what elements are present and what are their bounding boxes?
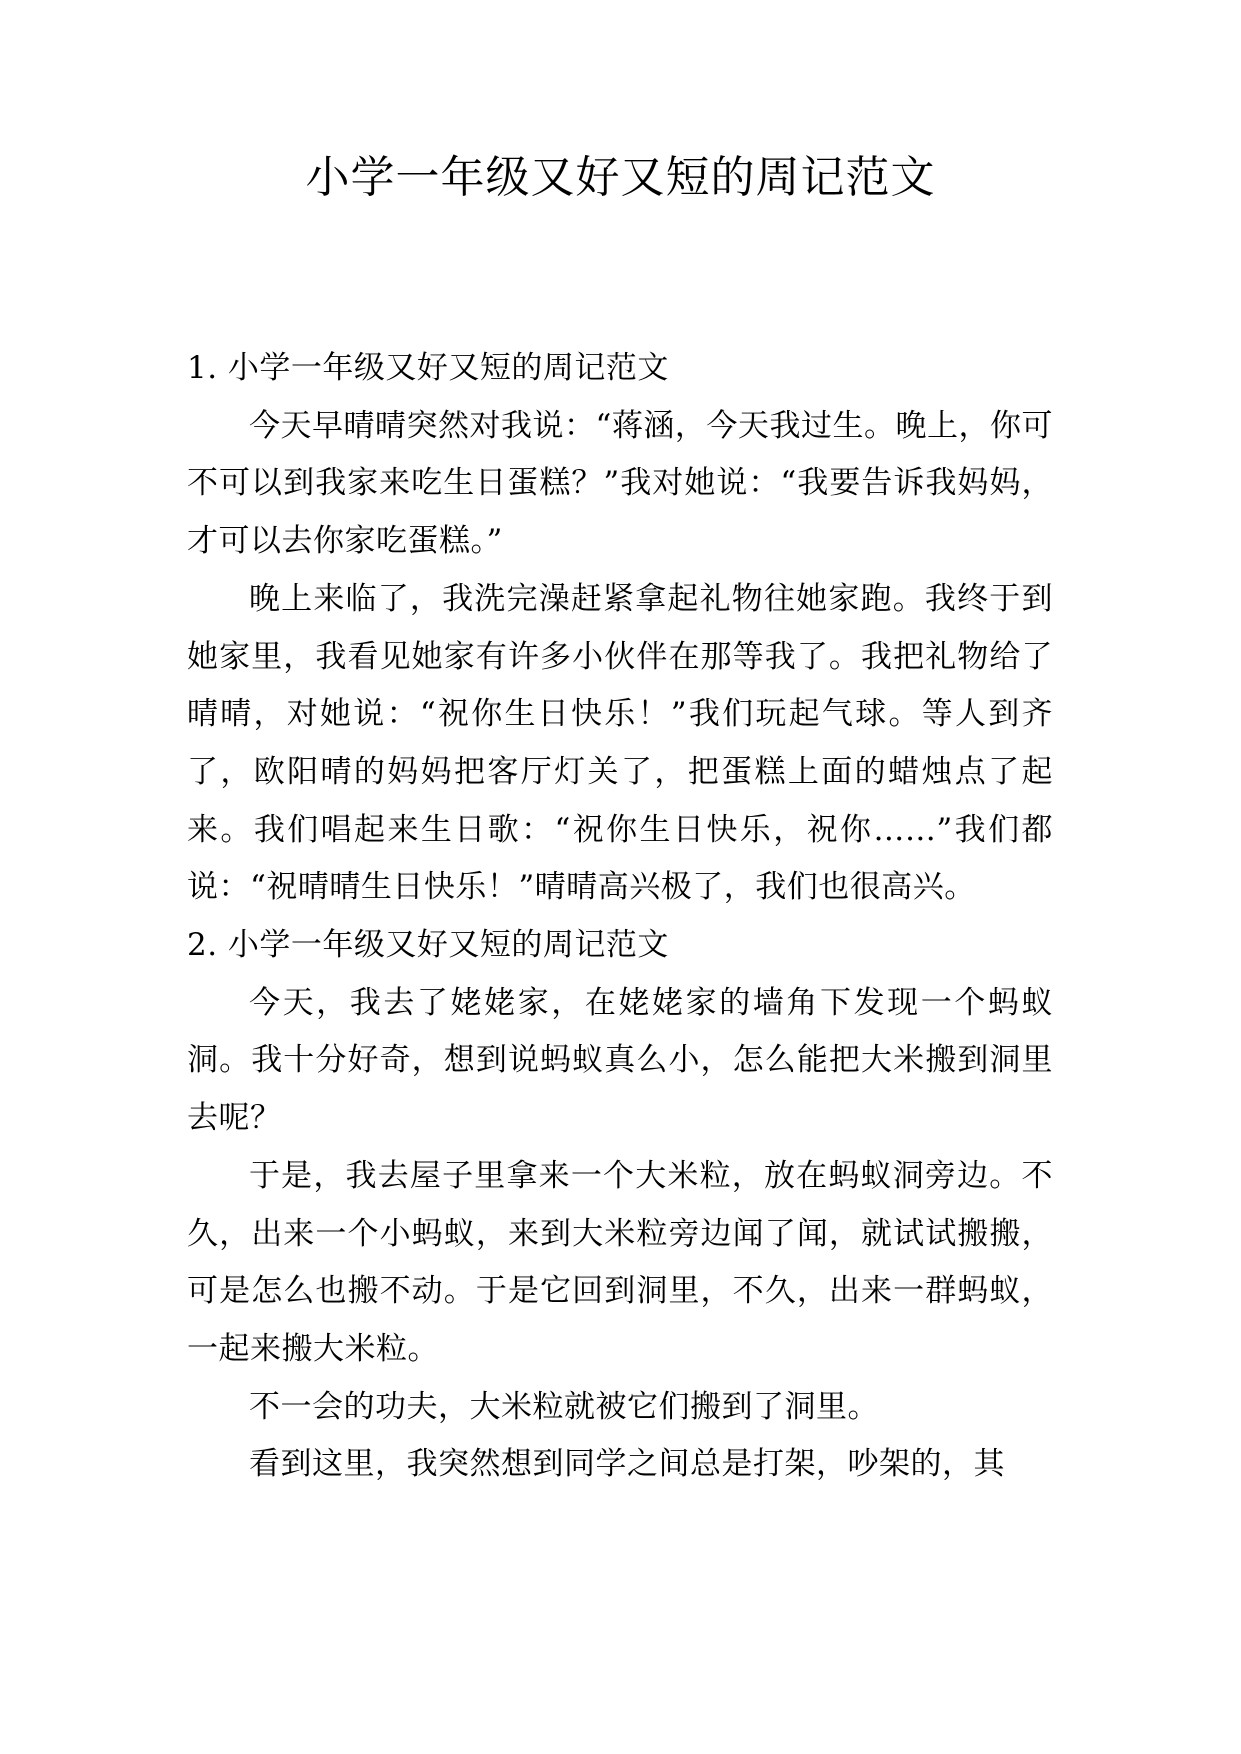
paragraph: 今天早晴晴突然对我说：“蒋涵，今天我过生。晚上，你可不可以到我家来吃生日蛋糕？”我对她说：“我要告诉我妈妈，才可以去你家吃蛋糕。” xyxy=(187,407,1053,560)
section-heading-2: 2. 小学一年级又好又短的周记范文 xyxy=(187,927,669,964)
paragraph: 今天，我去了姥姥家，在姥姥家的墙角下发现一个蚂蚁洞。我十分好奇，想到说蚂蚁真么小，怎么能把大米搬到洞里去呢？ xyxy=(187,984,1053,1137)
document-body xyxy=(187,340,1053,1494)
section-heading-1: 1. 小学一年级又好又短的周记范文 xyxy=(187,350,669,386)
paragraph: 不一会的功夫，大米粒就被它们搬到了洞里。 xyxy=(249,1388,879,1425)
paragraph: 于是，我去屋子里拿来一个大米粒，放在蚂蚁洞旁边。不久，出来一个小蚂蚁，来到大米粒旁边闻了闻，就试试搬搬，可是怎么也搬不动。于是它回到洞里，不久，出来一群蚂蚁，一起来搬大米粒。 xyxy=(187,1157,1053,1367)
document-title: 小学一年级又好又短的周记范文 xyxy=(305,152,936,203)
paragraph: 看到这里，我突然想到同学之间总是打架，吵架的，其 xyxy=(249,1446,1005,1483)
paragraph: 晚上来临了，我洗完澡赶紧拿起礼物往她家跑。我终于到她家里，我看见她家有许多小伙伴在那等我了。我把礼物给了晴晴，对她说：“祝你生日快乐！”我们玩起气球。等人到齐了，欧阳晴的妈妈把客厅灯关了，把蛋糕上面的蜡烛点了起来。我们唱起来生日歌：“祝你生日快乐，祝你……”我们都说：“祝晴晴生日快乐！”晴晴高兴极了，我们也很高兴。 xyxy=(187,580,1053,906)
